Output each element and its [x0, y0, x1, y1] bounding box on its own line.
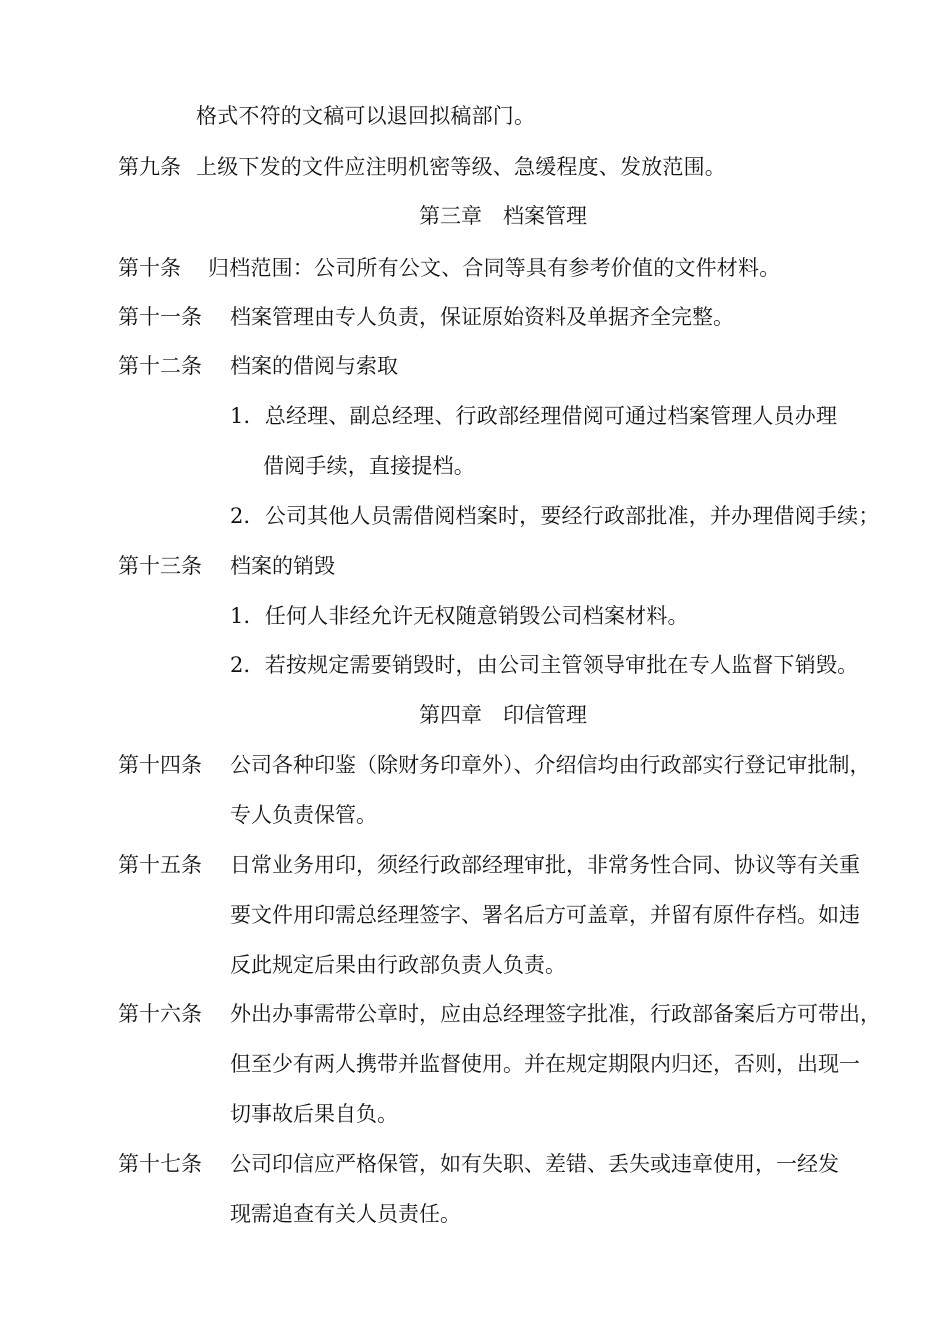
text-line: 格式不符的文稿可以退回拟稿部门。 — [196, 104, 536, 128]
article-9-label: 第九条 — [118, 155, 181, 179]
article-17-line-2: 现需追查有关人员责任。 — [230, 1202, 461, 1226]
article-12-text: 档案的借阅与索取 — [230, 354, 398, 378]
article-16-label: 第十六条 — [118, 1002, 202, 1026]
article-13-item-2: 2．若按规定需要销毁时，由公司主管领导审批在专人监督下销毁。 — [230, 653, 859, 677]
article-13-item-1: 1．任何人非经允许无权随意销毁公司档案材料。 — [230, 604, 689, 628]
article-15-line-2: 要文件用印需总经理签字、署名后方可盖章，并留有原件存档。如违 — [230, 903, 860, 927]
article-12-item-1: 1．总经理、副总经理、行政部经理借阅可通过档案管理人员办理 — [230, 404, 838, 428]
article-11-label: 第十一条 — [118, 305, 202, 329]
article-15-line-1: 日常业务用印，须经行政部经理审批，非常务性合同、协议等有关重 — [230, 853, 860, 877]
article-15-label: 第十五条 — [118, 853, 202, 877]
article-12-item-2: 2．公司其他人员需借阅档案时，要经行政部批准，并办理借阅手续； — [230, 504, 880, 528]
article-16-line-2: 但至少有两人携带并监督使用。并在规定期限内归还，否则，出现一 — [230, 1052, 860, 1076]
article-15-line-3: 反此规定后果由行政部负责人负责。 — [230, 953, 566, 977]
article-11-text: 档案管理由专人负责，保证原始资料及单据齐全完整。 — [230, 305, 734, 329]
chapter-3-heading — [0, 206, 950, 227]
article-14-line-2: 专人负责保管。 — [230, 803, 377, 827]
chapter-4-title: 第四章 印信管理 — [419, 703, 587, 727]
chapter-4-heading — [0, 705, 950, 726]
article-14-line-1: 公司各种印鉴（除财务印章外）、介绍信均由行政部实行登记审批制， — [230, 753, 871, 777]
article-17-line-1: 公司印信应严格保管，如有失职、差错、丢失或违章使用，一经发 — [230, 1152, 839, 1176]
article-10-text: 归档范围：公司所有公文、合同等具有参考价值的文件材料。 — [208, 256, 781, 280]
chapter-3-title: 第三章 档案管理 — [419, 204, 587, 228]
article-10-label: 第十条 — [118, 256, 181, 280]
article-13-text: 档案的销毁 — [230, 554, 335, 578]
article-16-line-3: 切事故后果自负。 — [230, 1102, 398, 1126]
article-17-label: 第十七条 — [118, 1152, 202, 1176]
article-12-item-1-cont: 借阅手续，直接提档。 — [263, 454, 475, 478]
article-13-label: 第十三条 — [118, 554, 202, 578]
article-14-label: 第十四条 — [118, 753, 202, 777]
article-12-label: 第十二条 — [118, 354, 202, 378]
article-16-line-1: 外出办事需带公章时，应由总经理签字批准，行政部备案后方可带出， — [230, 1002, 881, 1026]
article-9-text: 上级下发的文件应注明机密等级、急缓程度、发放范围。 — [196, 155, 726, 179]
